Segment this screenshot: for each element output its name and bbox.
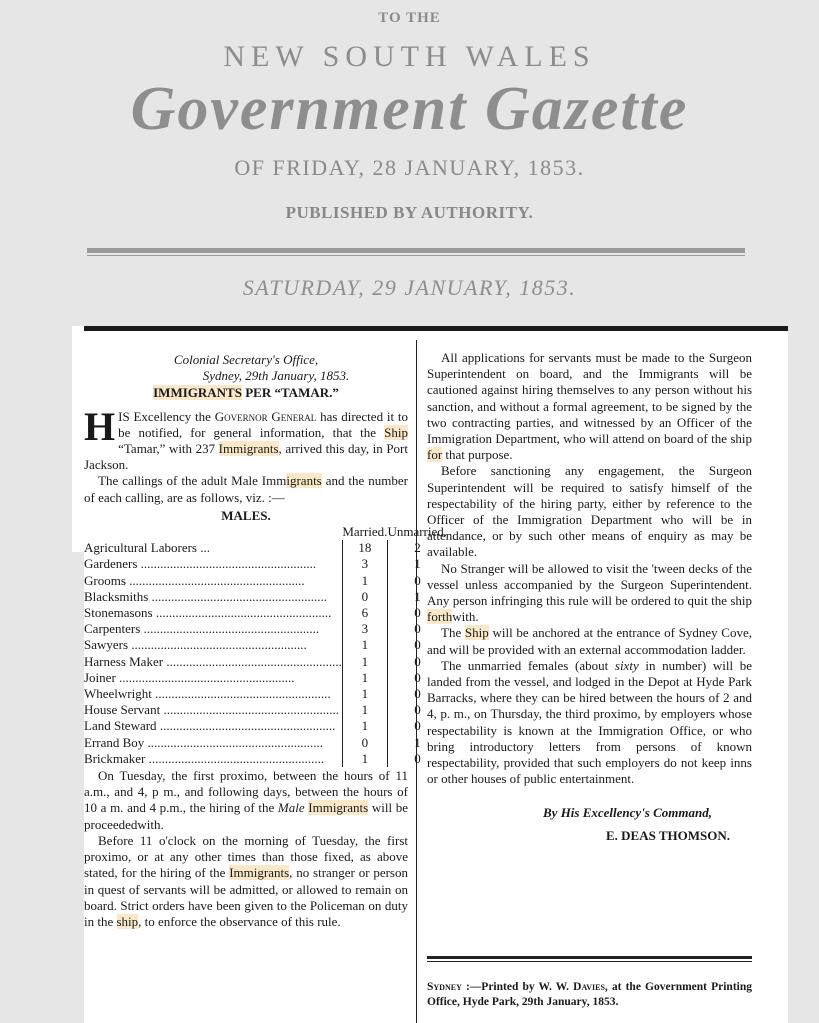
header-unmarried: Unmarried. bbox=[387, 524, 447, 540]
r4-text-b: will be anchored at the entrance of Sydney Cove, and will be provided with an external accommodation ladder. bbox=[427, 625, 753, 657]
p1-governor: Governor General bbox=[214, 408, 317, 424]
males-table-row bbox=[84, 751, 447, 767]
males-table-row bbox=[84, 621, 447, 637]
unmarried-cell: 0 bbox=[414, 750, 421, 766]
married-cell: 1 bbox=[342, 702, 387, 718]
unmarried-cell: 0 bbox=[414, 718, 421, 734]
r3-end: with. bbox=[452, 609, 479, 625]
occupation-cell: Stonemasons ..... bbox=[84, 605, 342, 621]
males-table-row bbox=[84, 540, 447, 556]
unmarried-cell: 0 bbox=[414, 572, 421, 588]
header-blank bbox=[84, 524, 342, 540]
p1-immigrants: Immigrants bbox=[218, 441, 279, 457]
paragraph-2 bbox=[84, 473, 408, 505]
males-table-row bbox=[84, 735, 447, 751]
p4-text-b: , no stranger or person in quest of servants will be admitted, or allowed to remain on board. Strict orders have been given to the Policeman on duty in the bbox=[84, 865, 408, 929]
occupation-cell: Harness Maker ..... bbox=[84, 654, 342, 670]
married-cell: 3 bbox=[342, 621, 387, 637]
unmarried-cell: 1 bbox=[414, 556, 421, 572]
right-paragraph-5 bbox=[427, 658, 752, 788]
males-heading: MALES. bbox=[221, 507, 271, 523]
p2-text-b: and the number of each calling, are as follows, viz. :— bbox=[84, 473, 408, 505]
right-paragraph-2: Before sanctioning any engagement, the Surgeon Superintendent will be required to satisfy himself of the respectability of the hiring party, either by reference to the Officer of the Immigration Department who will be in attendance, or by such other means of enquiry as may be available. bbox=[427, 463, 752, 560]
p3-text-b: will be proceededwith. bbox=[84, 800, 408, 832]
notice-heading bbox=[84, 385, 408, 401]
imprint bbox=[427, 980, 752, 1010]
occupation-cell: Sawyers ..... bbox=[84, 637, 342, 653]
married-cell: 1 bbox=[342, 573, 387, 589]
married-cell: 1 bbox=[342, 654, 387, 670]
unmarried-cell: 1 bbox=[414, 734, 421, 750]
occupation-cell: Land Steward ..... bbox=[84, 718, 342, 734]
married-cell: 0 bbox=[342, 735, 387, 751]
right-paragraph-4 bbox=[427, 625, 752, 657]
masthead-to-the: TO THE bbox=[378, 10, 441, 26]
occupation-cell: Wheelwright ..... bbox=[84, 686, 342, 702]
unmarried-cell: 0 bbox=[414, 702, 421, 718]
imprint-rule bbox=[427, 956, 752, 959]
occupation-cell: Carpenters ..... bbox=[84, 621, 342, 637]
imprint-text-b: , at the Government Printing Office, Hyde Park, 29th January, 1853. bbox=[427, 981, 752, 1008]
masthead-date-line: OF FRIDAY, 28 JANUARY, 1853. bbox=[234, 155, 585, 180]
p3-immigrants: Immigrants bbox=[308, 800, 369, 816]
occupation-cell: Brickmaker ..... bbox=[84, 751, 342, 767]
p4-text-c: , to enforce the observance of this rule. bbox=[138, 913, 341, 929]
r1-for: for bbox=[427, 447, 443, 463]
married-cell: 0 bbox=[342, 589, 387, 605]
r3-forth: forth bbox=[427, 609, 453, 625]
p2-text-a: The callings of the adult Male Imm bbox=[98, 473, 287, 489]
married-cell: 1 bbox=[342, 670, 387, 686]
issue-date: SATURDAY, 29 JANUARY, 1853. bbox=[242, 275, 577, 300]
right-column bbox=[427, 350, 752, 844]
masthead-state: NEW SOUTH WALES bbox=[223, 40, 596, 73]
occupation-cell: Joiner ..... bbox=[84, 670, 342, 686]
paragraph-3 bbox=[84, 768, 408, 833]
p3-male: Male bbox=[277, 800, 305, 816]
males-table-row bbox=[84, 686, 447, 702]
males-table-row bbox=[84, 718, 447, 734]
imprint-davies: Davies bbox=[573, 981, 605, 993]
p1-text-b: has directed it to be notified, for general information, that the bbox=[118, 408, 408, 440]
married-cell: 1 bbox=[342, 637, 387, 653]
imprint-sydney: Sydney bbox=[427, 981, 462, 993]
p1-text-a: IS Excellency the bbox=[118, 408, 215, 424]
males-table-body bbox=[84, 540, 447, 767]
r5-text-b: in number) will be landed from the vessel, and lodged in the Depot at Hyde Park Barracks, where they can be hired between the hours of 2 and 4, p. m., on Thursday, the third proximo, by employers whose respectability is known at the Immigration Office, or who bring introductory letters from persons of known respectability, provided that such employers do not keep inns or other houses of public entertainment. bbox=[427, 657, 752, 787]
males-table bbox=[84, 524, 447, 767]
p4-immigrants: Immigrants bbox=[229, 865, 290, 881]
r5-sixty: sixty bbox=[614, 657, 639, 673]
paragraph-4 bbox=[84, 833, 408, 930]
males-table-header bbox=[84, 524, 447, 540]
males-table-row bbox=[84, 556, 447, 572]
p3-text-a: On Tuesday, the first proximo, between the hours of 11 a.m., and 4, p m., and following days, between the hours of 10 a m. and 4 p.m., the hiring of the bbox=[84, 768, 408, 816]
r3-text: No Stranger will be allowed to visit the 'tween decks of the vessel unless accompanied by the Surgeon Superintendent. Any person infringing this rule will be ordered to quit the ship bbox=[427, 560, 752, 609]
occupation-cell: Agricultural Laborers ... bbox=[84, 540, 210, 556]
p1-ship: Ship bbox=[384, 424, 408, 440]
males-table-row bbox=[84, 637, 447, 653]
r4-text-a: The bbox=[441, 625, 465, 641]
married-cell: 6 bbox=[342, 605, 387, 621]
command-line: By His Excellency's Command, bbox=[543, 805, 712, 821]
scan-edge-mask-lower bbox=[72, 792, 84, 1023]
married-cell: 1 bbox=[342, 751, 387, 767]
p2-immigrants: igrants bbox=[286, 473, 322, 489]
drop-cap: H bbox=[84, 403, 116, 449]
scan-edge-mask bbox=[72, 552, 84, 792]
males-table-row bbox=[84, 654, 447, 670]
masthead-rule bbox=[87, 248, 745, 253]
married-cell: 3 bbox=[342, 556, 387, 572]
occupation-cell: Grooms ..... bbox=[84, 573, 342, 589]
unmarried-cell: 0 bbox=[414, 653, 421, 669]
paragraph-1 bbox=[84, 403, 408, 474]
heading-highlight: IMMIGRANTS bbox=[153, 385, 242, 401]
unmarried-cell: 0 bbox=[414, 669, 421, 685]
p1-text-c: “Tamar,” with 237 bbox=[118, 441, 219, 457]
gazette-page bbox=[72, 326, 788, 1023]
unmarried-cell: 0 bbox=[414, 637, 421, 653]
page-top-rule bbox=[84, 326, 788, 331]
married-cell: 1 bbox=[342, 686, 387, 702]
occupation-cell: Blacksmiths ..... bbox=[84, 589, 342, 605]
unmarried-cell: 1 bbox=[414, 588, 421, 604]
right-paragraph-3 bbox=[427, 561, 752, 626]
r1-end: that purpose. bbox=[442, 447, 513, 463]
r5-text-a: The unmarried females (about bbox=[441, 657, 615, 673]
masthead-title: Government Gazette bbox=[130, 75, 689, 143]
r4-ship: Ship bbox=[464, 625, 489, 641]
unmarried-cell: 0 bbox=[414, 605, 421, 621]
masthead-rule-thin bbox=[87, 255, 745, 256]
married-cell: 18 bbox=[342, 540, 387, 556]
married-cell: 1 bbox=[342, 718, 387, 734]
males-table-row bbox=[84, 670, 447, 686]
left-column bbox=[84, 346, 447, 930]
p1-text-d: , arrived this day, in Port Jackson. bbox=[84, 441, 408, 473]
p4-ship: ship bbox=[116, 913, 139, 929]
masthead-published: PUBLISHED BY AUTHORITY. bbox=[285, 203, 534, 222]
unmarried-cell: 0 bbox=[414, 621, 421, 637]
signature: E. DEAS THOMSON. bbox=[605, 827, 730, 843]
place-date-line: Sydney, 29th January, 1853. bbox=[202, 368, 350, 384]
males-table-row bbox=[84, 702, 447, 718]
heading-rest: PER “TAMAR.” bbox=[241, 385, 339, 401]
header-married: Married. bbox=[342, 524, 388, 540]
males-table-row bbox=[84, 605, 447, 621]
occupation-cell: Errand Boy ..... bbox=[84, 735, 342, 751]
right-paragraph-1 bbox=[427, 350, 752, 463]
unmarried-cell: 2 bbox=[414, 540, 421, 556]
imprint-text-a: :—Printed by W. W. bbox=[461, 981, 574, 993]
occupation-cell: House Servant ..... bbox=[84, 702, 342, 718]
males-table-row bbox=[84, 589, 447, 605]
males-table-row bbox=[84, 573, 447, 589]
imprint-rule-thin bbox=[427, 961, 752, 962]
unmarried-cell: 0 bbox=[414, 686, 421, 702]
office-line: Colonial Secretary's Office, bbox=[173, 352, 319, 367]
p4-text-a: Before 11 o'clock on the morning of Tuesday, the first proximo, or at any other times than those fixed, as above stated, for the hiring of the bbox=[84, 832, 408, 881]
r1-text: All applications for servants must be made to the Surgeon Superintendent on board, and the Immigrants will be cautioned against hiring themselves to any person without his sanction, and without a formal agreement, to be signed by the two contracting parties, and witnessed by an Officer of the Immigration Department, who will attend on board of the ship bbox=[427, 350, 752, 447]
occupation-cell: Gardeners ..... bbox=[84, 556, 342, 572]
